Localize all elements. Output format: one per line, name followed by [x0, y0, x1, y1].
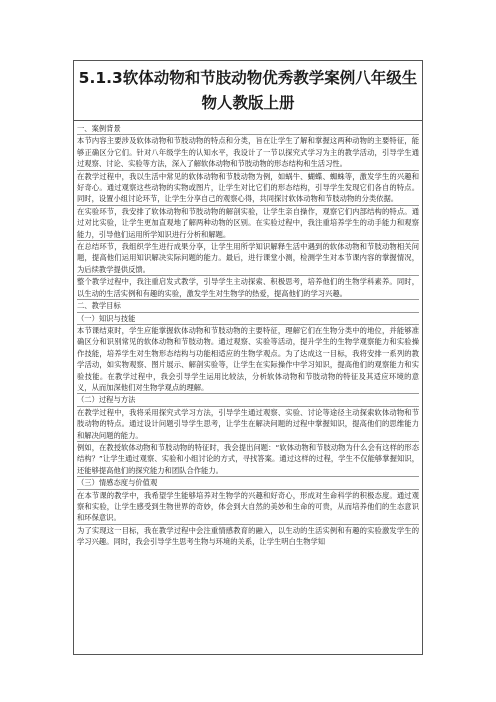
- paragraph: 为了实现这一目标，我在教学过程中会注重情感教育的融入，以生动的生活实例和有趣的实验激发学生的学习兴趣。同时，我会引导学生思考生物与环境的关系，让学生明白生物学知: [77, 525, 419, 547]
- paragraph: 在实验环节，我安排了软体动物和节肢动物的解剖实验，让学生亲自操作，观察它们内部结构的特点。通过对比实验，让学生更加直观地了解两种动物的区别。在实验过程中，我注重培养学生的动手能力和观察能力，引导他们运用所学知识进行分析和解题。: [77, 206, 419, 241]
- paragraph: 在教学过程中，我以生活中常见的软体动物和节肢动物为例，如蜗牛、蝴蝶、蜘蛛等，激发学生的兴趣和好奇心。通过观察这些动物的实物或图片，让学生对比它们的形态结构，引导学生发现它们各自的特点。同时，设置小组讨论环节，让学生分享自己的观察心得，共同探讨软体动物和节肢动物的分类依据。: [77, 171, 419, 206]
- document-page: [73, 60, 423, 655]
- document-title: 5.1.3软体动物和节肢动物优秀教学案例八年级生物人教版上册: [74, 61, 422, 121]
- paragraph: 例如，在教授软体动物和节肢动物的特征时，我会提出问题：“软体动物和节肢动物为什么会有这样的形态结构？”让学生通过观察、实验和小组讨论的方式，寻找答案。通过这样的过程，学生不仅能够掌握知识，还能够提高他们的探究能力和团队合作能力。: [77, 442, 419, 477]
- section-heading: 一、案例背景: [77, 123, 419, 135]
- subsection-heading: （二）过程与方法: [77, 394, 419, 406]
- paragraph: 整个教学过程中，我注重启发式教学，引导学生主动探索、积极思考，培养他们的生物学科素养。同时，以生动的生活实例和有趣的实验，激发学生对生物学的热爱，提高他们的学习兴趣。: [77, 276, 419, 300]
- subsection-heading: （三）情感态度与价值观: [77, 477, 419, 489]
- paragraph: 在总结环节，我组织学生进行成果分享，让学生用所学知识解释生活中遇到的软体动物和节肢动物相关问题，提高他们运用知识解决实际问题的能力。最后，进行课堂小测，检测学生对本节课内容的掌握情况，为后续教学提供反馈。: [77, 241, 419, 276]
- paragraph: 在本节课的教学中，我希望学生能够培养对生物学的兴趣和好奇心，形成对生命科学的积极态度。通过观察和实验，让学生感受到生物世界的奇妙，体会到大自然的美妙和生命的可贵，从而培养他们的生态意识和环保意识。: [77, 490, 419, 525]
- document-body: [74, 121, 422, 548]
- paragraph: 本节内容主要涉及软体动物和节肢动物的特点和分类，旨在让学生了解和掌握这两种动物的主要特征，能够正确区分它们。针对八年级学生的认知水平，我设计了一节以探究式学习为主的教学活动，引导学生通过观察、讨论、实验等方法，深入了解软体动物和节肢动物的形态结构和生活习性。: [77, 135, 419, 170]
- section-heading: 二、教学目标: [77, 300, 419, 312]
- paragraph: 本节课结束时，学生应能掌握软体动物和节肢动物的主要特征，理解它们在生物分类中的地位，并能够准确区分和识别常见的软体动物和节肢动物。通过观察、实验等活动，提升学生的生物学观察能力和实验操作技能，培养学生对生物形态结构与功能相适应的生物学观点。为了达成这一目标，我将安排一系列的教学活动，如实物观察、图片展示、解剖实验等，让学生在实际操作中学习知识，提高他们的观察能力和实验技能。在教学过程中，我会引导学生运用比较法，分析软体动物和节肢动物的特征及其适应环境的意义，从而加深他们对生物学观点的理解。: [77, 325, 419, 394]
- paragraph: 在教学过程中，我将采用探究式学习方法，引导学生通过观察、实验、讨论等途径主动探索软体动物和节肢动物的特点。通过设计问题引导学生思考，让学生在解决问题的过程中掌握知识，提高他们的思维能力和解决问题的能力。: [77, 407, 419, 442]
- subsection-heading: （一）知识与技能: [77, 313, 419, 325]
